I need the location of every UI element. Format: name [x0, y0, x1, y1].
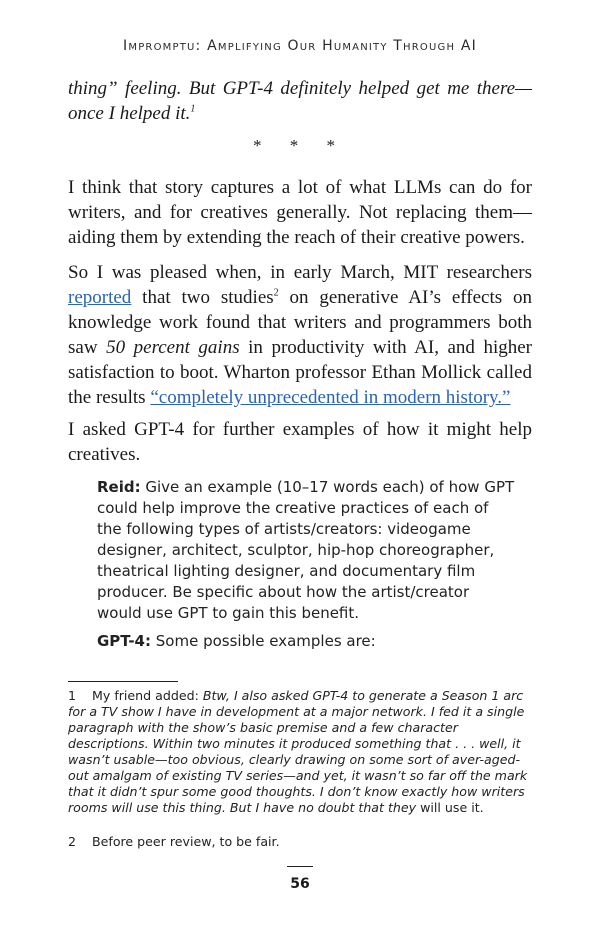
section-separator: * * * — [253, 136, 347, 155]
footnote-1 — [68, 688, 532, 816]
running-head: Impromptu: Amplifying Our Humanity Through AI — [123, 38, 477, 54]
prompt-text: Give an example (10–17 words each) of how GPT could help improve the creative practices of each of the following types of artists/creators: videogame designer, architect, sculptor, hip-hop choreographer, theatrical lighting designer, and documentary film producer. Be specific about how the artist/creator would use GPT to gain this benefit. — [97, 478, 515, 622]
footnote-ref[interactable]: 1 — [190, 103, 196, 115]
paragraph: I think that story captures a lot of what LLMs can do for writers, and for creatives generally. Not replacing them—aiding them by extending the reach of their creative powers. — [68, 177, 532, 248]
gpt4-response — [97, 631, 517, 652]
footnote-divider — [68, 681, 178, 682]
text-run: in productivity with AI, and higher satisfaction to boot. Wharton professor Ethan Mollick called the results — [68, 337, 532, 408]
footnote-number: 1 — [68, 688, 77, 703]
speaker-label: GPT-4: — [97, 632, 151, 650]
speaker-label: Reid: — [97, 478, 141, 496]
paragraph-quote-ending — [68, 76, 532, 126]
paragraph-mit-research — [68, 260, 532, 410]
reid-prompt — [97, 477, 517, 624]
response-text: Some possible examples are: — [151, 632, 376, 650]
reported-link[interactable]: reported — [68, 287, 132, 308]
paragraph: I asked GPT-4 for further examples of how it might help creatives. — [68, 419, 532, 465]
footnote-text: Before peer review, to be fair. — [92, 834, 280, 849]
emphasis: 50 percent gains — [106, 337, 240, 358]
footnote-italic: Btw, I also asked GPT-4 to generate a Season 1 arc for a TV show I have in development at a major network. I fed it a single paragraph with the show’s basic premise and a few character descriptions. Within two minutes it produced something that . . . well, it wasn’t usable—too obvious, clearly drawing on some sort of aver-aged-out amalgam of existing TV series—and yet, it wasn’t so far off the mark that it didn’t spur some good thoughts. I don’t know exactly how writers rooms will use this thing. But I have no doubt that they — [68, 688, 528, 815]
footnote-2 — [68, 834, 532, 850]
footnote-ref[interactable]: 2 — [273, 287, 279, 299]
page-number: 56 — [290, 876, 310, 892]
text-run: So I was pleased when, in early March, MIT researchers — [68, 262, 532, 283]
page-number-rule — [287, 866, 313, 867]
text-run: that two studies — [131, 287, 274, 308]
text-run: on generative AI’s effects on knowledge work found that writers and programmers both saw — [68, 287, 532, 358]
mollick-quote-link[interactable]: “completely unprecedented in modern history.” — [150, 387, 511, 408]
footnote-lead: My friend added: — [92, 688, 203, 703]
paragraph-text: thing” feeling. But GPT-4 definitely helped get me there—once I helped it. — [68, 78, 532, 124]
footnote-tail: will use it. — [416, 800, 484, 815]
footnote-number: 2 — [68, 834, 77, 849]
